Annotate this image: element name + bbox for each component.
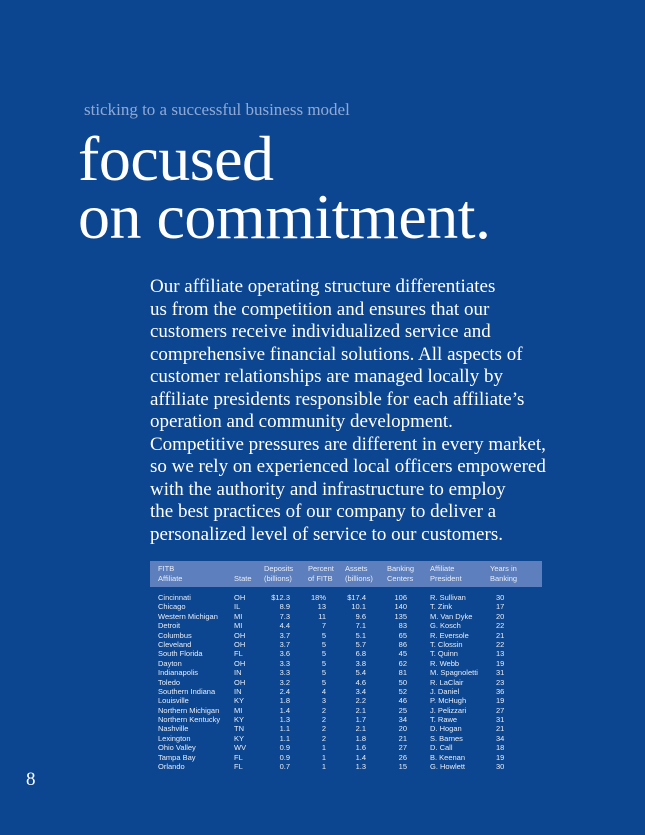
years-cell: 18: [496, 743, 505, 753]
assets-cell: 4.6: [355, 677, 366, 687]
header-years: [490, 564, 517, 584]
state-cell: KY: [234, 733, 245, 743]
state-cell: KY: [234, 715, 245, 725]
body-line: comprehensive financial solutions. All aspects of: [150, 343, 523, 365]
years-cell: 19: [496, 696, 505, 706]
banking-centers-cell: 26: [398, 752, 407, 762]
deposits-cell: 0.9: [279, 752, 290, 762]
table-row: [150, 602, 542, 611]
deposits-cell: 1.1: [279, 733, 290, 743]
table-row: [150, 753, 542, 762]
banking-centers-cell: 20: [398, 724, 407, 734]
body-line: operation and community development.: [150, 411, 453, 432]
banking-centers-cell: 15: [398, 762, 407, 772]
header-percent: [308, 564, 334, 584]
banking-centers-cell: 86: [398, 639, 407, 649]
assets-cell: $17.4: [347, 593, 366, 602]
assets-cell: 10.1: [351, 602, 366, 612]
affiliate-cell: Cleveland: [158, 639, 192, 649]
affiliate-cell: South Florida: [158, 649, 203, 659]
percent-cell: 5: [321, 649, 326, 659]
banking-centers-cell: 83: [398, 621, 407, 631]
state-cell: FL: [234, 649, 243, 659]
president-cell: R. Webb: [430, 658, 460, 668]
years-cell: 19: [496, 752, 505, 762]
years-cell: 31: [496, 668, 505, 678]
president-cell: D. Hogan: [430, 724, 462, 734]
page-number: 8: [26, 769, 36, 790]
president-cell: D. Call: [430, 743, 453, 753]
header-president-line-2: President: [430, 574, 462, 583]
state-cell: OH: [234, 593, 246, 602]
table-row: [150, 668, 542, 677]
deposits-cell: 1.3: [279, 715, 290, 725]
affiliate-cell: Western Michigan: [158, 611, 218, 621]
president-cell: J. Pelizzari: [430, 705, 467, 715]
table-row: [150, 593, 542, 602]
headline-line-2: on commitment.: [78, 181, 491, 252]
years-cell: 31: [496, 715, 505, 725]
affiliate-cell: Columbus: [158, 630, 192, 640]
years-cell: 34: [496, 733, 505, 743]
assets-cell: 1.7: [355, 715, 366, 725]
assets-cell: 3.8: [355, 658, 366, 668]
assets-cell: 3.4: [355, 686, 366, 696]
header-years-line-1: Years in: [490, 564, 517, 573]
state-cell: IL: [234, 602, 241, 612]
header-banking-centers: [387, 564, 414, 584]
percent-cell: 7: [321, 621, 326, 631]
banking-centers-cell: 106: [394, 593, 407, 602]
state-cell: KY: [234, 696, 245, 706]
percent-cell: 2: [321, 724, 326, 734]
state-cell: TN: [234, 724, 244, 734]
banking-centers-cell: 135: [394, 611, 407, 621]
affiliate-cell: Nashville: [158, 724, 189, 734]
body-line: customers receive individualized service and: [150, 321, 491, 342]
percent-cell: 18%: [310, 593, 326, 602]
assets-cell: 9.6: [355, 611, 366, 621]
president-cell: T. Quinn: [430, 649, 458, 659]
president-cell: G. Kosch: [430, 621, 461, 631]
president-cell: R. Sullivan: [430, 593, 466, 602]
assets-cell: 2.1: [355, 724, 366, 734]
affiliate-cell: Lexington: [158, 733, 191, 743]
table-row: [150, 715, 542, 724]
deposits-cell: 1.4: [279, 705, 290, 715]
assets-cell: 1.4: [355, 752, 366, 762]
president-cell: G. Howlett: [430, 762, 466, 772]
years-cell: 22: [496, 639, 505, 649]
table-row: [150, 678, 542, 687]
percent-cell: 2: [321, 705, 326, 715]
body-line: affiliate presidents responsible for each affiliate’s: [150, 388, 525, 410]
banking-centers-cell: 45: [398, 649, 407, 659]
table-row: [150, 724, 542, 733]
deposits-cell: 7.3: [279, 611, 290, 621]
deposits-cell: 3.6: [279, 649, 290, 659]
deposits-cell: 3.3: [279, 668, 290, 678]
affiliate-cell: Orlando: [158, 762, 185, 772]
header-assets-line-2: (billions): [345, 574, 373, 583]
percent-cell: 2: [321, 733, 326, 743]
banking-centers-cell: 46: [398, 696, 407, 706]
affiliate-cell: Dayton: [158, 658, 182, 668]
table-row: [150, 640, 542, 649]
state-cell: OH: [234, 658, 246, 668]
table-row: [150, 612, 542, 621]
percent-cell: 3: [321, 696, 326, 706]
years-cell: 19: [496, 658, 505, 668]
state-cell: OH: [234, 639, 246, 649]
headline-line-1: focused: [78, 123, 274, 194]
table-row: [150, 649, 542, 658]
table-row: [150, 743, 542, 752]
deposits-cell: 3.7: [279, 630, 290, 640]
president-cell: M. Spagnoletti: [430, 668, 478, 678]
president-cell: T. Clossin: [430, 639, 463, 649]
deposits-cell: $12.3: [271, 593, 290, 602]
deposits-cell: 3.3: [279, 658, 290, 668]
president-cell: J. Daniel: [430, 686, 460, 696]
banking-centers-cell: 25: [398, 705, 407, 715]
state-cell: FL: [234, 762, 243, 772]
header-banking-line-1: Banking: [387, 564, 415, 573]
state-cell: IN: [234, 668, 242, 678]
body-line: customer relationships are managed locally by: [150, 366, 503, 387]
header-assets-line-1: Assets: [345, 564, 368, 573]
deposits-cell: 3.2: [279, 677, 290, 687]
header-affiliate-line-2: Affiliate: [158, 574, 183, 583]
deposits-cell: 4.4: [279, 621, 290, 631]
percent-cell: 1: [321, 743, 326, 753]
state-cell: OH: [234, 677, 246, 687]
affiliate-cell: Northern Michigan: [158, 705, 220, 715]
state-cell: WV: [234, 743, 247, 753]
deposits-cell: 3.7: [279, 639, 290, 649]
years-cell: 20: [496, 611, 505, 621]
deposits-cell: 0.9: [279, 743, 290, 753]
years-cell: 13: [496, 649, 505, 659]
banking-centers-cell: 27: [398, 743, 407, 753]
assets-cell: 5.4: [355, 668, 366, 678]
assets-cell: 5.7: [355, 639, 366, 649]
tagline: sticking to a successful business model: [84, 100, 350, 119]
header-percent-line-2: of FITB: [308, 574, 333, 583]
percent-cell: 2: [321, 715, 326, 725]
banking-centers-cell: 62: [398, 658, 407, 668]
header-president-line-1: Affiliate: [430, 564, 455, 573]
table-body: [150, 593, 542, 771]
banking-centers-cell: 21: [398, 733, 407, 743]
president-cell: R. LaClair: [430, 677, 464, 687]
years-cell: 27: [496, 705, 505, 715]
percent-cell: 5: [321, 639, 326, 649]
body-paragraph: [150, 276, 620, 546]
years-cell: 22: [496, 621, 505, 631]
years-cell: 21: [496, 630, 505, 640]
assets-cell: 1.3: [355, 762, 366, 772]
deposits-cell: 1.1: [279, 724, 290, 734]
affiliate-cell: Tampa Bay: [158, 752, 196, 762]
deposits-cell: 0.7: [279, 762, 290, 772]
affiliate-cell: Ohio Valley: [158, 743, 196, 753]
body-line: Competitive pressures are different in every market,: [150, 433, 546, 455]
president-cell: S. Barnes: [430, 733, 463, 743]
header-affiliate-line-1: FITB: [158, 564, 175, 573]
affiliate-cell: Toledo: [158, 677, 181, 687]
president-cell: B. Keenan: [430, 752, 466, 762]
assets-cell: 7.1: [355, 621, 366, 631]
body-line: personalized level of service to our customers.: [150, 523, 503, 545]
state-cell: MI: [234, 705, 243, 715]
president-cell: R. Eversole: [430, 630, 469, 640]
years-cell: 30: [496, 593, 505, 602]
affiliate-cell: Southern Indiana: [158, 686, 216, 696]
years-cell: 23: [496, 677, 505, 687]
table-row: [150, 621, 542, 630]
president-cell: T. Zink: [430, 602, 453, 612]
percent-cell: 11: [318, 611, 326, 621]
banking-centers-cell: 140: [394, 602, 407, 612]
body-line: Our affiliate operating structure differentiates: [150, 276, 496, 297]
president-cell: P. McHugh: [430, 696, 467, 706]
banking-centers-cell: 50: [398, 677, 407, 687]
affiliate-table: [150, 561, 542, 771]
years-cell: 21: [496, 724, 505, 734]
assets-cell: 1.8: [355, 733, 366, 743]
percent-cell: 5: [321, 668, 326, 678]
affiliate-cell: Chicago: [158, 602, 186, 612]
table-row: [150, 696, 542, 705]
deposits-cell: 2.4: [279, 686, 290, 696]
years-cell: 17: [496, 602, 505, 612]
header-affiliate: [158, 564, 182, 584]
table-row: [150, 687, 542, 696]
body-line: so we rely on experienced local officers empowered: [150, 456, 546, 477]
assets-cell: 2.2: [355, 696, 366, 706]
headline: [78, 123, 491, 252]
deposits-cell: 1.8: [279, 696, 290, 706]
affiliate-cell: Indianapolis: [158, 668, 199, 678]
state-cell: OH: [234, 630, 246, 640]
table-row: [150, 734, 542, 743]
percent-cell: 5: [321, 630, 326, 640]
banking-centers-cell: 34: [398, 715, 407, 725]
affiliate-cell: Cincinnati: [158, 593, 191, 602]
header-president: [430, 564, 462, 584]
header-state-line-1: [234, 564, 252, 574]
header-state: [234, 564, 252, 584]
percent-cell: 1: [321, 752, 326, 762]
state-cell: IN: [234, 686, 242, 696]
table-row: [150, 762, 542, 771]
percent-cell: 13: [317, 602, 326, 612]
body-line: us from the competition and ensures that our: [150, 298, 490, 320]
header-assets: [345, 564, 373, 584]
percent-cell: 5: [321, 658, 326, 668]
body-line: with the authority and infrastructure to employ: [150, 478, 506, 500]
assets-cell: 1.6: [355, 743, 366, 753]
president-cell: M. Van Dyke: [430, 611, 473, 621]
header-percent-line-1: Percent: [308, 564, 334, 573]
years-cell: 30: [496, 762, 505, 772]
table-row: [150, 659, 542, 668]
affiliate-cell: Northern Kentucky: [158, 715, 221, 725]
banking-centers-cell: 81: [398, 668, 407, 678]
header-deposits: [264, 564, 293, 584]
percent-cell: 1: [321, 762, 326, 772]
affiliate-cell: Detroit: [158, 621, 181, 631]
state-cell: FL: [234, 752, 243, 762]
assets-cell: 6.8: [355, 649, 366, 659]
years-cell: 36: [496, 686, 505, 696]
header-state-line-2: State: [234, 574, 252, 583]
header-years-line-2: Banking: [490, 574, 518, 583]
assets-cell: 5.1: [355, 630, 366, 640]
header-deposits-line-1: Deposits: [264, 564, 294, 573]
banking-centers-cell: 52: [398, 686, 407, 696]
state-cell: MI: [234, 621, 243, 631]
percent-cell: 4: [321, 686, 326, 696]
table-row: [150, 631, 542, 640]
assets-cell: 2.1: [355, 705, 366, 715]
affiliate-cell: Louisville: [158, 696, 189, 706]
percent-cell: 5: [321, 677, 326, 687]
header-banking-line-2: Centers: [387, 574, 414, 583]
state-cell: MI: [234, 611, 243, 621]
header-deposits-line-2: (billions): [264, 574, 292, 583]
table-row: [150, 706, 542, 715]
deposits-cell: 8.9: [279, 602, 290, 612]
table-header: [150, 561, 542, 587]
banking-centers-cell: 65: [398, 630, 407, 640]
body-line: the best practices of our company to deliver a: [150, 501, 497, 522]
president-cell: T. Rawe: [430, 715, 458, 725]
